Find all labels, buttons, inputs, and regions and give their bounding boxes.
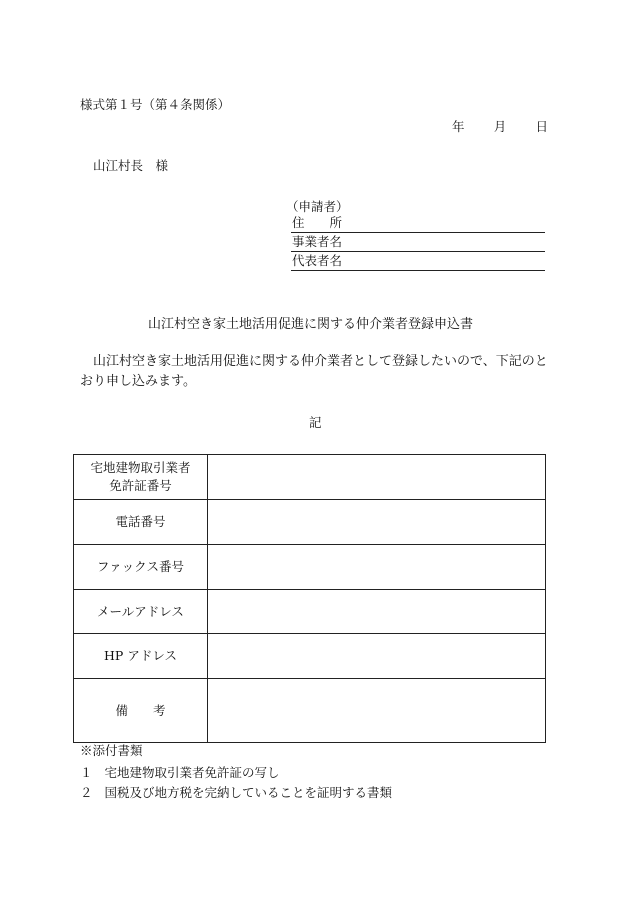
phone-label: 電話番号: [74, 500, 208, 545]
fax-label: ファックス番号: [74, 545, 208, 590]
date-year: 年: [452, 119, 465, 134]
attachment-text: 国税及び地方税を完納していることを証明する書類: [104, 785, 393, 800]
attachment-text: 宅地建物取引業者免許証の写し: [104, 765, 280, 780]
license-label-line2: 免許証番号: [109, 478, 172, 493]
attachment-item: [80, 785, 392, 801]
table-row: [74, 455, 546, 500]
table-row: [74, 634, 546, 679]
table-row: [74, 590, 546, 634]
attachment-item: [80, 765, 280, 781]
license-number-label: [74, 455, 208, 500]
date-month: 月: [493, 119, 507, 134]
attachment-number: １: [80, 765, 93, 780]
address-field[interactable]: [291, 216, 545, 233]
hp-address-input[interactable]: [208, 634, 546, 679]
form-number: 様式第１号（第４条関係）: [80, 97, 231, 112]
table-row: [74, 545, 546, 590]
attachments-heading: ※添付書類: [80, 743, 143, 758]
email-label: メールアドレス: [74, 590, 208, 634]
address-label: 住 所: [292, 215, 343, 230]
applicant-heading: （申請者）: [286, 199, 349, 214]
representative-field[interactable]: [291, 254, 545, 271]
license-number-input[interactable]: [208, 455, 546, 500]
remarks-input[interactable]: [208, 679, 546, 743]
remarks-label: 備 考: [74, 679, 208, 743]
table-row: [74, 500, 546, 545]
email-input[interactable]: [208, 590, 546, 634]
hp-address-label: HP アドレス: [74, 634, 208, 679]
business-name-label: 事業者名: [292, 234, 343, 249]
phone-input[interactable]: [208, 500, 546, 545]
registration-table: [73, 454, 546, 743]
license-label-line1: 宅地建物取引業者: [90, 460, 191, 475]
attachment-number: ２: [80, 785, 93, 800]
body-paragraph: 山江村空き家土地活用促進に関する仲介業者として登録したいので、下記のとおり申し込みます。: [80, 354, 548, 389]
representative-label: 代表者名: [292, 253, 343, 268]
business-name-field[interactable]: [291, 235, 545, 252]
document-title: 山江村空き家土地活用促進に関する仲介業者登録申込書: [148, 317, 474, 332]
ki-label: 記: [309, 415, 322, 430]
fax-input[interactable]: [208, 545, 546, 590]
date-line: [452, 119, 548, 135]
date-day: 日: [535, 119, 548, 134]
addressee: 山江村長 様: [93, 158, 169, 173]
table-row: [74, 679, 546, 743]
